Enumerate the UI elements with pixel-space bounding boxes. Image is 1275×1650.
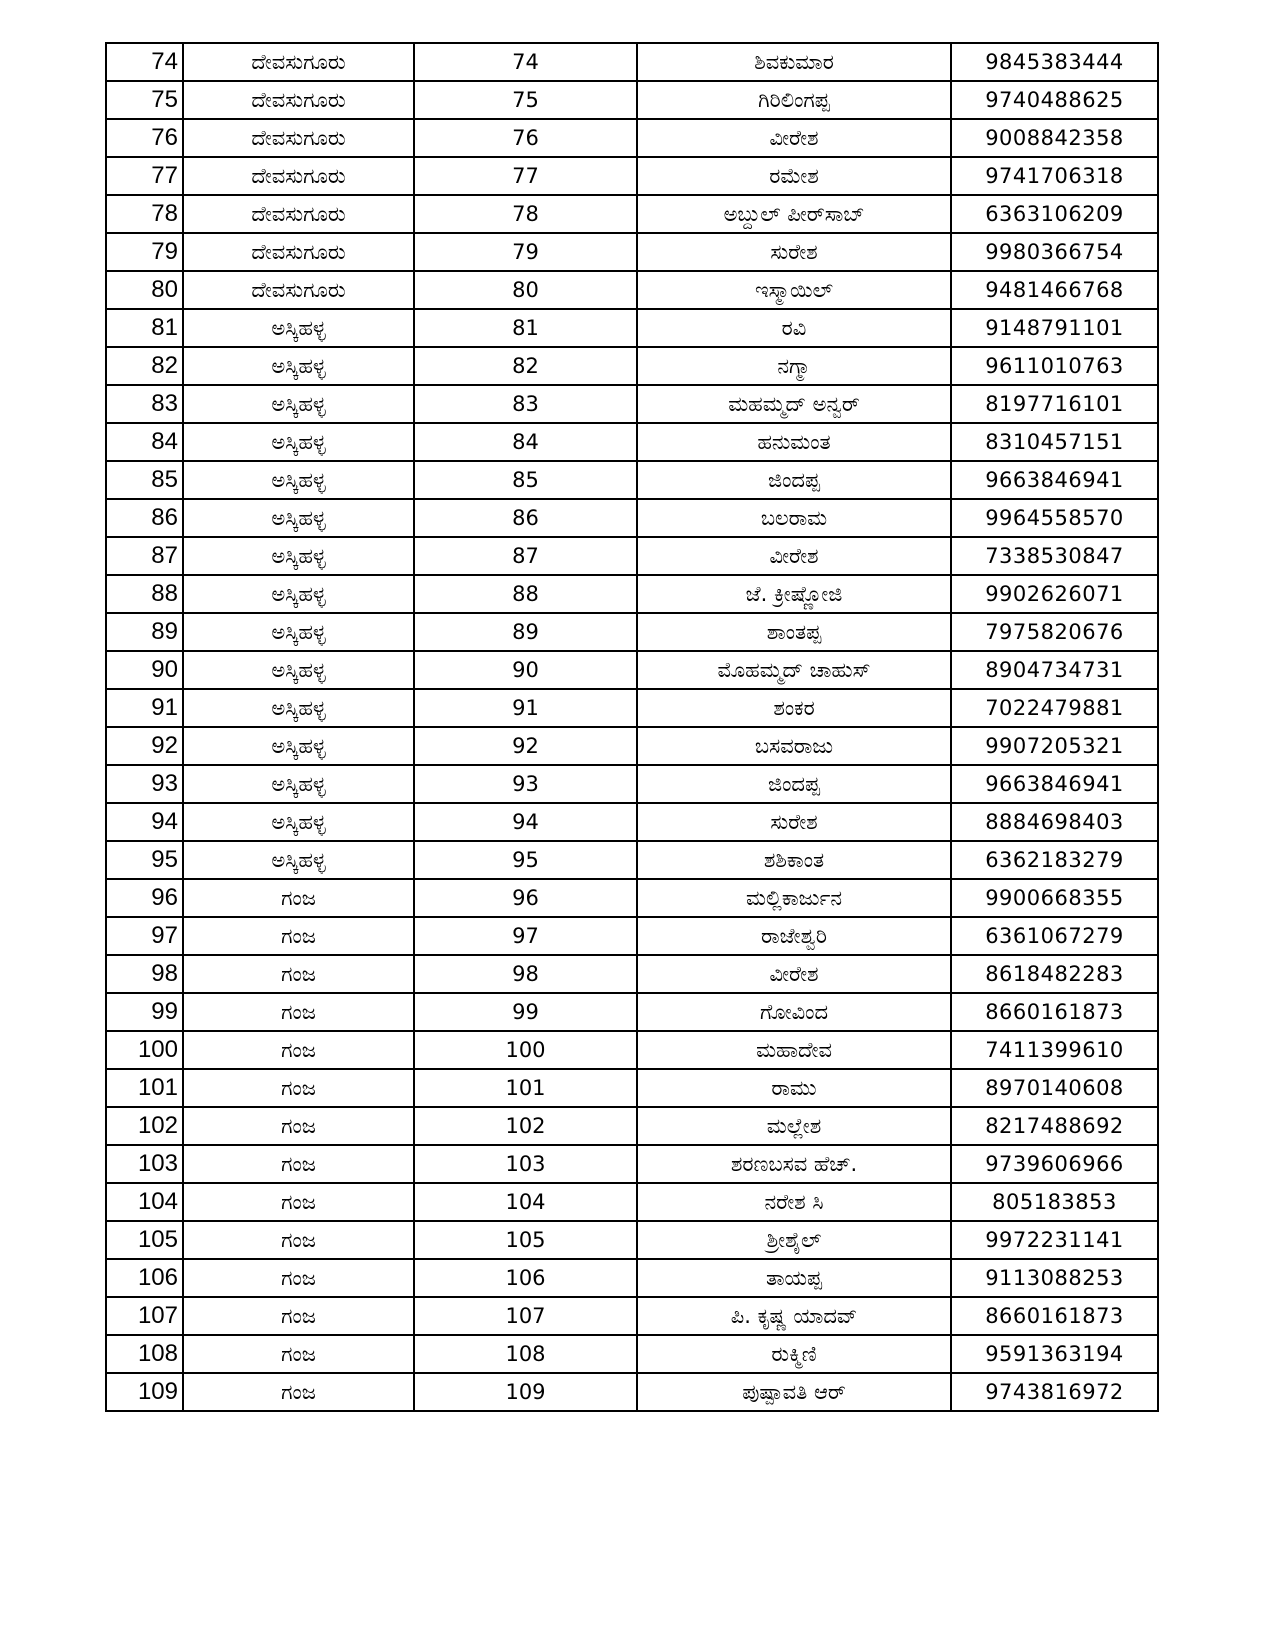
village-cell: ಅಸ್ಕಿಹಳ್ಳ xyxy=(183,841,414,879)
village-cell: ದೇವಸುಗೂರು xyxy=(183,271,414,309)
phone-cell: 8904734731 xyxy=(951,651,1158,689)
table-row xyxy=(106,233,1158,271)
person-name-cell: ಪಿ. ಕೃಷ್ಣ ಯಾದವ್ xyxy=(637,1297,951,1335)
person-name-cell: ವೀರೇಶ xyxy=(637,537,951,575)
person-name-cell: ಮೊಹಮ್ಮದ್ ಚಾಹುಸ್ xyxy=(637,651,951,689)
number-cell: 86 xyxy=(414,499,637,537)
village-cell: ಗಂಜ xyxy=(183,955,414,993)
phone-cell: 9611010763 xyxy=(951,347,1158,385)
number-cell: 95 xyxy=(414,841,637,879)
person-name-cell: ಮಲ್ಲಿಕಾರ್ಜುನ xyxy=(637,879,951,917)
serial-number-cell: 105 xyxy=(106,1221,183,1259)
table-row xyxy=(106,1107,1158,1145)
table-row xyxy=(106,1145,1158,1183)
table-body xyxy=(106,43,1158,1411)
number-cell: 83 xyxy=(414,385,637,423)
village-cell: ಗಂಜ xyxy=(183,917,414,955)
person-name-cell: ರಮೇಶ xyxy=(637,157,951,195)
village-cell: ಗಂಜ xyxy=(183,1335,414,1373)
village-cell: ಗಂಜ xyxy=(183,1107,414,1145)
phone-cell: 9663846941 xyxy=(951,461,1158,499)
phone-cell: 9902626071 xyxy=(951,575,1158,613)
number-cell: 96 xyxy=(414,879,637,917)
number-cell: 74 xyxy=(414,43,637,81)
phone-cell: 9739606966 xyxy=(951,1145,1158,1183)
serial-number-cell: 92 xyxy=(106,727,183,765)
village-cell: ಗಂಜ xyxy=(183,1297,414,1335)
number-cell: 78 xyxy=(414,195,637,233)
person-name-cell: ಹನುಮಂತ xyxy=(637,423,951,461)
person-name-cell: ಶಂಕರ xyxy=(637,689,951,727)
table-row xyxy=(106,689,1158,727)
person-name-cell: ರವಿ xyxy=(637,309,951,347)
serial-number-cell: 87 xyxy=(106,537,183,575)
serial-number-cell: 103 xyxy=(106,1145,183,1183)
person-name-cell: ಮಹಾದೇವ xyxy=(637,1031,951,1069)
village-cell: ಗಂಜ xyxy=(183,1145,414,1183)
serial-number-cell: 81 xyxy=(106,309,183,347)
serial-number-cell: 102 xyxy=(106,1107,183,1145)
person-name-cell: ಅಬ್ದುಲ್ ಪೀರ್‌ಸಾಬ್ xyxy=(637,195,951,233)
person-name-cell: ಮಹಮ್ಮದ್ ಅನ್ವರ್ xyxy=(637,385,951,423)
table-row xyxy=(106,1259,1158,1297)
serial-number-cell: 75 xyxy=(106,81,183,119)
village-cell: ಗಂಜ xyxy=(183,1259,414,1297)
village-cell: ಗಂಜ xyxy=(183,1183,414,1221)
person-name-cell: ಪುಷ್ಪಾವತಿ ಆರ್ xyxy=(637,1373,951,1411)
person-name-cell: ಗೋವಿಂದ xyxy=(637,993,951,1031)
number-cell: 93 xyxy=(414,765,637,803)
phone-cell: 8217488692 xyxy=(951,1107,1158,1145)
person-name-cell: ನರೇಶ ಸಿ xyxy=(637,1183,951,1221)
person-name-cell: ಜಿಂದಪ್ಪ xyxy=(637,765,951,803)
phone-cell: 9113088253 xyxy=(951,1259,1158,1297)
table-row xyxy=(106,765,1158,803)
village-cell: ಗಂಜ xyxy=(183,993,414,1031)
number-cell: 88 xyxy=(414,575,637,613)
serial-number-cell: 85 xyxy=(106,461,183,499)
phone-cell: 6361067279 xyxy=(951,917,1158,955)
number-cell: 98 xyxy=(414,955,637,993)
phone-cell: 8884698403 xyxy=(951,803,1158,841)
person-name-cell: ಇಸ್ಮಾಯಿಲ್ xyxy=(637,271,951,309)
village-cell: ಗಂಜ xyxy=(183,1221,414,1259)
village-cell: ಅಸ್ಕಿಹಳ್ಳ xyxy=(183,347,414,385)
phone-cell: 7411399610 xyxy=(951,1031,1158,1069)
table-row xyxy=(106,575,1158,613)
phone-cell: 8618482283 xyxy=(951,955,1158,993)
table-row xyxy=(106,271,1158,309)
serial-number-cell: 99 xyxy=(106,993,183,1031)
serial-number-cell: 106 xyxy=(106,1259,183,1297)
table-row xyxy=(106,803,1158,841)
beneficiary-table xyxy=(105,42,1159,1412)
serial-number-cell: 109 xyxy=(106,1373,183,1411)
table-row xyxy=(106,841,1158,879)
person-name-cell: ಶಿವಕುಮಾರ xyxy=(637,43,951,81)
phone-cell: 9741706318 xyxy=(951,157,1158,195)
table-row xyxy=(106,461,1158,499)
village-cell: ದೇವಸುಗೂರು xyxy=(183,81,414,119)
number-cell: 75 xyxy=(414,81,637,119)
phone-cell: 9008842358 xyxy=(951,119,1158,157)
number-cell: 103 xyxy=(414,1145,637,1183)
person-name-cell: ಶರಣಬಸವ ಹೆಚ್. xyxy=(637,1145,951,1183)
phone-cell: 9591363194 xyxy=(951,1335,1158,1373)
phone-cell: 9845383444 xyxy=(951,43,1158,81)
person-name-cell: ಶಶಿಕಾಂತ xyxy=(637,841,951,879)
person-name-cell: ನಗ್ಮಾ xyxy=(637,347,951,385)
number-cell: 102 xyxy=(414,1107,637,1145)
serial-number-cell: 94 xyxy=(106,803,183,841)
phone-cell: 9740488625 xyxy=(951,81,1158,119)
number-cell: 109 xyxy=(414,1373,637,1411)
number-cell: 107 xyxy=(414,1297,637,1335)
person-name-cell: ಮಲ್ಲೇಶ xyxy=(637,1107,951,1145)
table-row xyxy=(106,537,1158,575)
phone-cell: 8660161873 xyxy=(951,993,1158,1031)
table-row xyxy=(106,499,1158,537)
table-row xyxy=(106,1183,1158,1221)
table-row xyxy=(106,157,1158,195)
village-cell: ಅಸ್ಕಿಹಳ್ಳ xyxy=(183,499,414,537)
phone-cell: 805183853 xyxy=(951,1183,1158,1221)
number-cell: 76 xyxy=(414,119,637,157)
person-name-cell: ಸುರೇಶ xyxy=(637,233,951,271)
serial-number-cell: 83 xyxy=(106,385,183,423)
phone-cell: 9907205321 xyxy=(951,727,1158,765)
village-cell: ಗಂಜ xyxy=(183,1373,414,1411)
village-cell: ಅಸ್ಕಿಹಳ್ಳ xyxy=(183,727,414,765)
number-cell: 87 xyxy=(414,537,637,575)
person-name-cell: ಶಾಂತಪ್ಪ xyxy=(637,613,951,651)
table-row xyxy=(106,195,1158,233)
table-row xyxy=(106,1297,1158,1335)
table-row xyxy=(106,727,1158,765)
number-cell: 104 xyxy=(414,1183,637,1221)
phone-cell: 7022479881 xyxy=(951,689,1158,727)
phone-cell: 9663846941 xyxy=(951,765,1158,803)
phone-cell: 9964558570 xyxy=(951,499,1158,537)
village-cell: ದೇವಸುಗೂರು xyxy=(183,119,414,157)
serial-number-cell: 84 xyxy=(106,423,183,461)
village-cell: ಅಸ್ಕಿಹಳ್ಳ xyxy=(183,461,414,499)
person-name-cell: ಜೆ. ಕ್ರೀಷ್ಣೋಜಿ xyxy=(637,575,951,613)
village-cell: ಗಂಜ xyxy=(183,1031,414,1069)
serial-number-cell: 108 xyxy=(106,1335,183,1373)
person-name-cell: ಶ್ರೀಶೈಲ್ xyxy=(637,1221,951,1259)
phone-cell: 7975820676 xyxy=(951,613,1158,651)
number-cell: 89 xyxy=(414,613,637,651)
phone-cell: 8660161873 xyxy=(951,1297,1158,1335)
phone-cell: 9900668355 xyxy=(951,879,1158,917)
village-cell: ಗಂಜ xyxy=(183,1069,414,1107)
phone-cell: 6363106209 xyxy=(951,195,1158,233)
village-cell: ಅಸ್ಕಿಹಳ್ಳ xyxy=(183,613,414,651)
number-cell: 82 xyxy=(414,347,637,385)
person-name-cell: ಜಿಂದಪ್ಪ xyxy=(637,461,951,499)
serial-number-cell: 78 xyxy=(106,195,183,233)
village-cell: ದೇವಸುಗೂರು xyxy=(183,233,414,271)
village-cell: ಅಸ್ಕಿಹಳ್ಳ xyxy=(183,385,414,423)
village-cell: ಅಸ್ಕಿಹಳ್ಳ xyxy=(183,689,414,727)
village-cell: ದೇವಸುಗೂರು xyxy=(183,43,414,81)
table-row xyxy=(106,1373,1158,1411)
serial-number-cell: 79 xyxy=(106,233,183,271)
table-row xyxy=(106,423,1158,461)
serial-number-cell: 98 xyxy=(106,955,183,993)
number-cell: 97 xyxy=(414,917,637,955)
person-name-cell: ಬಲರಾಮ xyxy=(637,499,951,537)
table-row xyxy=(106,43,1158,81)
serial-number-cell: 74 xyxy=(106,43,183,81)
table-row xyxy=(106,993,1158,1031)
serial-number-cell: 96 xyxy=(106,879,183,917)
serial-number-cell: 91 xyxy=(106,689,183,727)
number-cell: 84 xyxy=(414,423,637,461)
serial-number-cell: 88 xyxy=(106,575,183,613)
phone-cell: 8197716101 xyxy=(951,385,1158,423)
person-name-cell: ತಾಯಪ್ಪ xyxy=(637,1259,951,1297)
table-row xyxy=(106,917,1158,955)
table-row xyxy=(106,385,1158,423)
phone-cell: 9148791101 xyxy=(951,309,1158,347)
serial-number-cell: 76 xyxy=(106,119,183,157)
number-cell: 100 xyxy=(414,1031,637,1069)
number-cell: 101 xyxy=(414,1069,637,1107)
serial-number-cell: 95 xyxy=(106,841,183,879)
number-cell: 106 xyxy=(414,1259,637,1297)
serial-number-cell: 82 xyxy=(106,347,183,385)
number-cell: 105 xyxy=(414,1221,637,1259)
serial-number-cell: 101 xyxy=(106,1069,183,1107)
village-cell: ಅಸ್ಕಿಹಳ್ಳ xyxy=(183,309,414,347)
number-cell: 108 xyxy=(414,1335,637,1373)
serial-number-cell: 90 xyxy=(106,651,183,689)
number-cell: 80 xyxy=(414,271,637,309)
table-row xyxy=(106,1069,1158,1107)
person-name-cell: ರಾಮು xyxy=(637,1069,951,1107)
serial-number-cell: 97 xyxy=(106,917,183,955)
phone-cell: 9743816972 xyxy=(951,1373,1158,1411)
phone-cell: 7338530847 xyxy=(951,537,1158,575)
table-row xyxy=(106,119,1158,157)
village-cell: ದೇವಸುಗೂರು xyxy=(183,157,414,195)
person-name-cell: ಬಸವರಾಜು xyxy=(637,727,951,765)
number-cell: 90 xyxy=(414,651,637,689)
number-cell: 79 xyxy=(414,233,637,271)
village-cell: ಅಸ್ಕಿಹಳ್ಳ xyxy=(183,765,414,803)
number-cell: 81 xyxy=(414,309,637,347)
person-name-cell: ವೀರೇಶ xyxy=(637,955,951,993)
number-cell: 77 xyxy=(414,157,637,195)
serial-number-cell: 100 xyxy=(106,1031,183,1069)
village-cell: ಅಸ್ಕಿಹಳ್ಳ xyxy=(183,651,414,689)
table-row xyxy=(106,1335,1158,1373)
person-name-cell: ಸುರೇಶ xyxy=(637,803,951,841)
table-row xyxy=(106,347,1158,385)
village-cell: ಅಸ್ಕಿಹಳ್ಳ xyxy=(183,537,414,575)
serial-number-cell: 77 xyxy=(106,157,183,195)
phone-cell: 9980366754 xyxy=(951,233,1158,271)
person-name-cell: ಗಿರಿಲಿಂಗಪ್ಪ xyxy=(637,81,951,119)
village-cell: ಅಸ್ಕಿಹಳ್ಳ xyxy=(183,803,414,841)
table-row xyxy=(106,879,1158,917)
number-cell: 99 xyxy=(414,993,637,1031)
serial-number-cell: 93 xyxy=(106,765,183,803)
serial-number-cell: 104 xyxy=(106,1183,183,1221)
village-cell: ಅಸ್ಕಿಹಳ್ಳ xyxy=(183,575,414,613)
person-name-cell: ರುಕ್ಮಿಣಿ xyxy=(637,1335,951,1373)
phone-cell: 8970140608 xyxy=(951,1069,1158,1107)
person-name-cell: ರಾಜೇಶ್ವರಿ xyxy=(637,917,951,955)
phone-cell: 8310457151 xyxy=(951,423,1158,461)
phone-cell: 9481466768 xyxy=(951,271,1158,309)
serial-number-cell: 80 xyxy=(106,271,183,309)
number-cell: 85 xyxy=(414,461,637,499)
phone-cell: 6362183279 xyxy=(951,841,1158,879)
number-cell: 94 xyxy=(414,803,637,841)
table-row xyxy=(106,651,1158,689)
serial-number-cell: 89 xyxy=(106,613,183,651)
number-cell: 91 xyxy=(414,689,637,727)
table-row xyxy=(106,1221,1158,1259)
village-cell: ಅಸ್ಕಿಹಳ್ಳ xyxy=(183,423,414,461)
person-name-cell: ವೀರೇಶ xyxy=(637,119,951,157)
serial-number-cell: 86 xyxy=(106,499,183,537)
table-row xyxy=(106,1031,1158,1069)
number-cell: 92 xyxy=(414,727,637,765)
village-cell: ದೇವಸುಗೂರು xyxy=(183,195,414,233)
table-row xyxy=(106,81,1158,119)
table-row xyxy=(106,613,1158,651)
village-cell: ಗಂಜ xyxy=(183,879,414,917)
table-row xyxy=(106,955,1158,993)
phone-cell: 9972231141 xyxy=(951,1221,1158,1259)
table-row xyxy=(106,309,1158,347)
serial-number-cell: 107 xyxy=(106,1297,183,1335)
